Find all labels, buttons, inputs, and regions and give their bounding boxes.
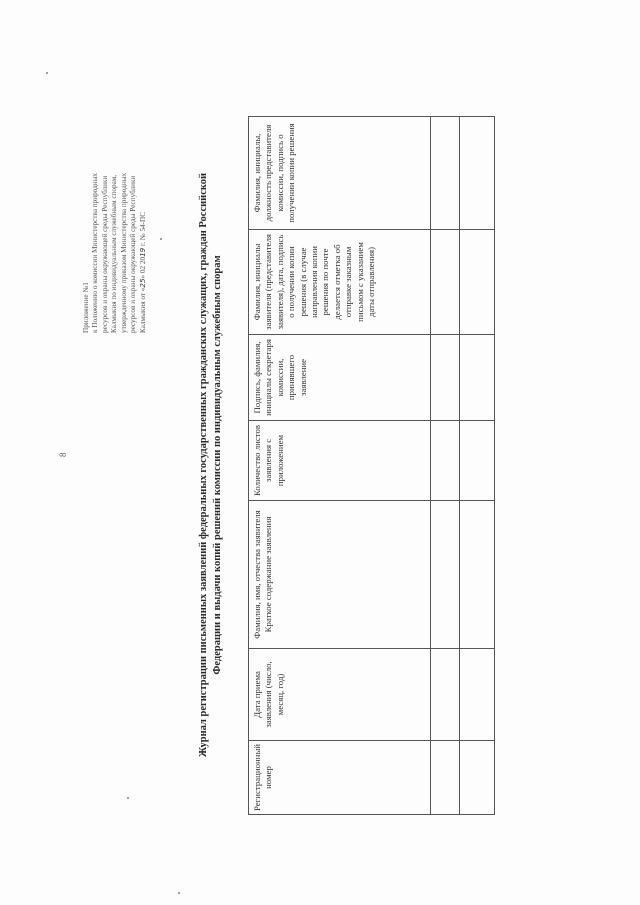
table-cell [460, 229, 495, 334]
appendix-line: Приложение №1 [82, 282, 90, 333]
appendix-line: утвержденному приказом Министерства природных [119, 172, 128, 333]
title-line-2: Федерации и выдачи копий решений комиссии по индивидуальным служебным спорам [212, 255, 223, 675]
appendix-line: Калмыкия [139, 301, 148, 333]
table-cell [460, 740, 495, 814]
header-cell: Количество листов заявления с приложением [249, 420, 431, 500]
table-cell [431, 740, 460, 814]
appendix-line: ресурсов и охраны окружающей среды Республики [129, 175, 138, 333]
header-cell: Фамилия, инициалы заявителя (представителя заявителя), дата, подпись о получении копии решения (в случае направления копии решения по почте делается отметка об отправке заказным письмом с указанием даты отправления) [249, 229, 431, 334]
table-cell [431, 116, 460, 229]
date-mid: » 02 20 [139, 256, 148, 279]
header-cell: Фамилия, инициалы, должность представителя комиссии, подпись о получении копии решения [249, 116, 431, 229]
table-cell [431, 334, 460, 420]
table-cell [431, 229, 460, 334]
table-cell [460, 334, 495, 420]
table-cell [460, 648, 495, 740]
appendix-date-line [138, 83, 148, 333]
header-cell: Фамилия, имя, отчества заявителя Краткое содержание заявления [249, 500, 431, 648]
title-line-1: Журнал регистрации письменных заявлений федеральных государственных гражданских служащих, граждан Российской [198, 172, 209, 758]
table-cell [460, 116, 495, 229]
table-header-row [249, 116, 431, 814]
table-cell [431, 500, 460, 648]
table-cell [431, 648, 460, 740]
date-day-handwritten: 25 [138, 278, 148, 288]
appendix-line: к Положению о комиссии Министерства природных [91, 173, 100, 333]
table-row [460, 116, 495, 814]
table-row [431, 116, 460, 814]
registration-table [248, 116, 495, 815]
order-number: г. № 54-ПС [139, 211, 148, 246]
page-number: 8 [58, 452, 68, 457]
header-cell: Дата приема заявления (число, месяц, год) [249, 648, 431, 740]
appendix-line: ресурсов и охраны окружающей среды Республики [100, 175, 109, 333]
header-cell: Регистрационный номер [249, 740, 431, 814]
table-cell [460, 500, 495, 648]
table-cell [460, 420, 495, 500]
appendix-line: Калмыкия по индивидуальным служебным спорам, [110, 174, 119, 333]
journal-title [197, 115, 225, 815]
header-cell: Подпись, фамилия, инициалы секретаря комиссии, принявшего заявление [249, 334, 431, 420]
appendix-note [82, 83, 149, 333]
table-cell [431, 420, 460, 500]
date-prefix: от « [139, 287, 148, 300]
date-year-handwritten: 19 [138, 247, 148, 257]
